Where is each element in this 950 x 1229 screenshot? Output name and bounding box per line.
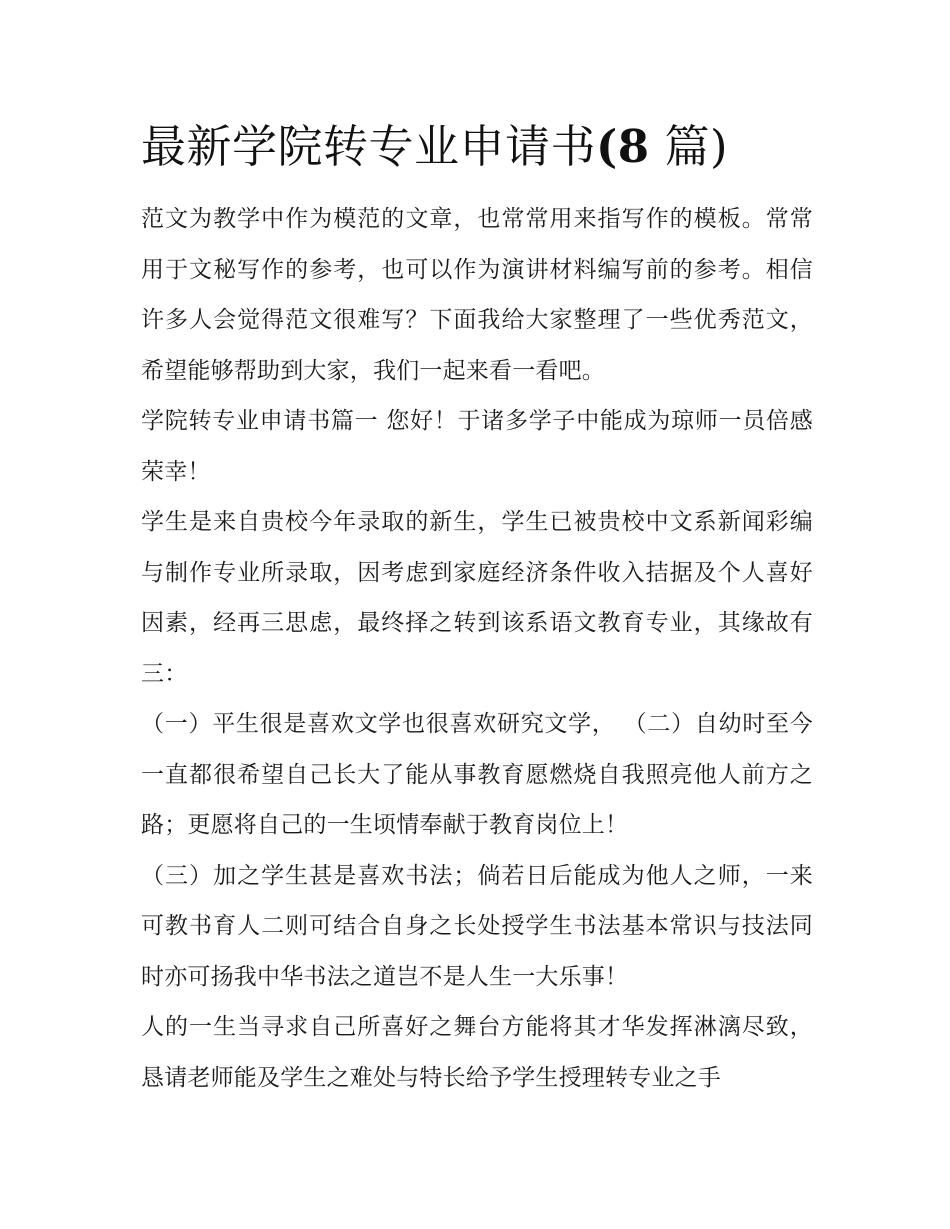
document-body (141, 112, 813, 1103)
greeting-paragraph: 学院转专业申请书篇一 您好！于诸多学子中能成为琼师一员倍感荣幸！ (141, 408, 813, 485)
title-prefix: 最新学院转专业申请书 (141, 120, 597, 173)
reason-three-paragraph: （三）加之学生甚是喜欢书法；倘若日后能成为他人之师，一来可教书育人二则可结合自身之长处授学生书法基本常识与技法同时亦可扬我中华书法之道岂不是人生一大乐事！ (141, 862, 813, 990)
title-number: (8 (596, 120, 650, 173)
document-title (141, 112, 813, 182)
request-paragraph: 人的一生当寻求自己所喜好之舞台方能将其才华发挥淋漓尽致，恳请老师能及学生之难处与特长给予学生授理转专业之手 (141, 1014, 813, 1091)
background-paragraph: 学生是来自贵校今年录取的新生，学生已被贵校中文系新闻彩编与制作专业所录取，因考虑到家庭经济条件收入拮据及个人喜好因素，经再三思虑，最终择之转到该系语文教育专业，其缘故有三： (141, 509, 813, 687)
intro-paragraph: 范文为教学中作为模范的文章，也常常用来指写作的模板。常常用于文秘写作的参考，也可以作为演讲材料编写前的参考。相信许多人会觉得范文很难写？下面我给大家整理了一些优秀范文，希望能够帮助到大家，我们一起来看一看吧。 (141, 206, 813, 384)
title-suffix: 篇) (664, 120, 728, 173)
reason-one-two-paragraph: （一）平生很是喜欢文学也很喜欢研究文学， （二）自幼时至今一直都很希望自己长大了能从事教育愿燃烧自我照亮他人前方之路；更愿将自己的一生顷情奉献于教育岗位上！ (141, 711, 813, 838)
